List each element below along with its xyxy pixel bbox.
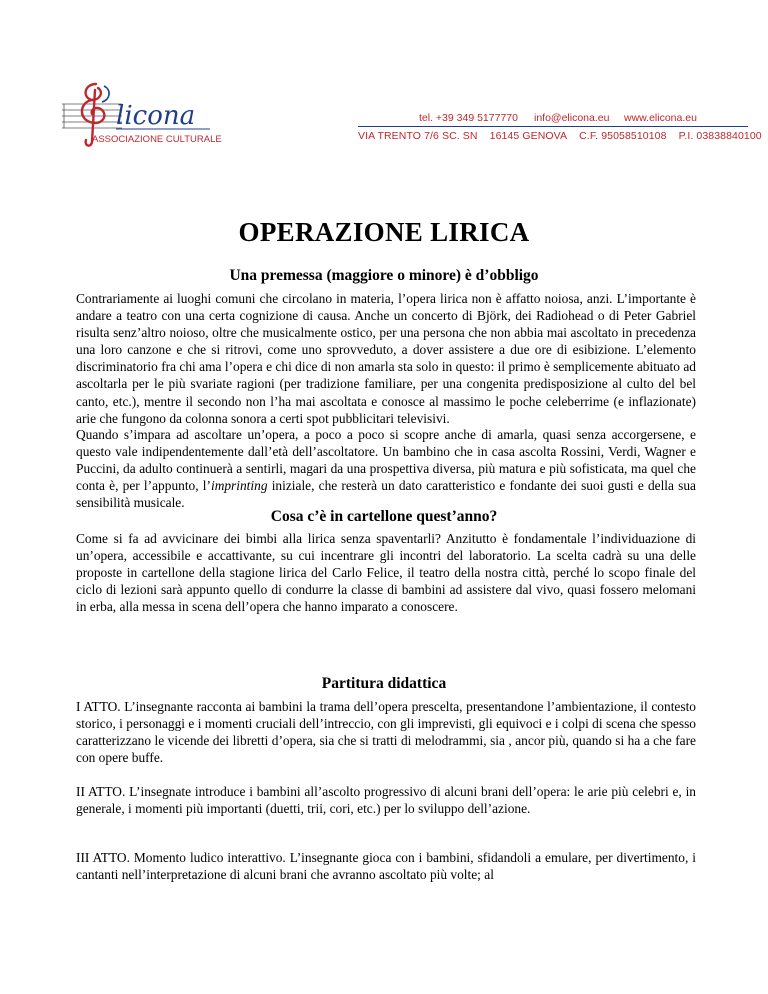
paragraph-premessa-2-start: Quando s’impara ad ascoltare un’opera, a poco a poco si scopre anche di amarla, quasi senza accorgersene, e questo vale indipendentemente dall’età dell’ascoltatore. Un bambino che in casa ascolta Rossini, Verdi, Wagner e Puccini, da adulto continuerà a sentirli, magari da una prospettiva diversa, più matura e più sofisticata, ma quel che conta è, per l’appunto, l’ — [76, 427, 696, 494]
association-label: ASSOCIAZIONE CULTURALE — [92, 134, 222, 145]
logo-wordmark: licona — [116, 101, 196, 131]
paragraph-atto-2: II ATTO. L’insegnate introduce i bambini all’ascolto progressivo di alcuni brani dell’opera: le arie più celebri e, in generale, i momenti più importanti (duetti, trii, cori, etc.) per lo sviluppo dell’azione. — [76, 784, 696, 817]
address-street: VIA TRENTO 7/6 SC. SN — [358, 130, 478, 142]
paragraph-premessa-2-end: iniziale, che resterà un dato caratteristico e fondante dei suoi gusti e della sua sensibilità musicale. — [76, 478, 696, 511]
paragraph-premessa-2 — [76, 426, 696, 511]
heading-cartellone: Cosa c’è in cartellone quest’anno? — [270, 508, 498, 525]
paragraph-cartellone: Come si fa ad avvicinare dei bimbi alla lirica senza spaventarli? Anzitutto è fondamentale l’individuazione di un’opera, accessibile e accattivante, su cui incentrare gli incontri del laboratorio. La scelta cadrà su una delle proposte in cartellone della stagione lirica del Carlo Felice, il teatro della nostra città, perché lo scopo finale del ciclo di lezioni sarà appunto quello di condurre la classe di bambini ad assistere dal vivo, quasi fossero melomani in erba, alla messa in scena dell’opera che hanno imparato a conoscere. — [76, 531, 696, 615]
paragraph-premessa-1: Contrariamente ai luoghi comuni che circolano in materia, l’opera lirica non è affatto noiosa, anzi. L’importante è andare a teatro con una certa cognizione di causa. Anche un concerto di Björk, dei Radiohead o di Peter Gabriel risulta senz’altro noioso, oltre che musicalmente ostico, per una persona che non abbia mai ascoltato in precedenza una loro canzone e che si ritrovi, come uno sprovveduto, a dover assistere a due ore di esibizione. L’elemento discriminatorio fra chi ama l’opera e chi dice di non amarla sta solo in questo: il primo è semplicemente abituato ad ascoltarla per le più svariate ragioni (per tradizione familiare, per una congenita predisposizione al culto del bel canto, etc.), mentre il secondo non l’ha mai ascoltata e conosce al massimo le poche celeberrime (e inflazionate) arie che fungono da colonna sonora a certi spot pubblicitari televisivi. — [76, 291, 696, 426]
address-city: 16145 GENOVA — [489, 130, 568, 142]
imprinting-emphasis: imprinting — [210, 478, 268, 494]
document-title: OPERAZIONE LIRICA — [238, 217, 530, 247]
vat-number: P.I. 03838840100 — [678, 130, 762, 142]
paragraph-atto-1: I ATTO. L’insegnante racconta ai bambini la trama dell’opera prescelta, presentandone l’ambientazione, il contesto storico, i personaggi e i momenti cruciali dell’intreccio, con gli imprevisti, gli equivoci e i colpi di scena che spesso caratterizzano le vicende dei libretti d’opera, sia che si tratti di melodrammi, sia , ancor più, quando si ha a che fare con opere buffe. — [76, 699, 696, 766]
elicona-logo — [62, 80, 252, 150]
heading-partitura: Partitura didattica — [321, 675, 447, 692]
letterhead — [0, 0, 768, 170]
contact-email[interactable]: info@elicona.eu — [534, 112, 610, 124]
contact-website[interactable]: www.elicona.eu — [624, 112, 697, 124]
contact-tel: tel. +39 349 5177770 — [419, 112, 518, 124]
letterhead-divider — [358, 126, 748, 127]
contact-address — [358, 130, 768, 142]
paragraph-atto-3: III ATTO. Momento ludico interattivo. L’insegnante gioca con i bambini, sfidandoli a emulare, per divertimento, i cantanti nell’interpretazione di alcuni brani che avranno ascoltato più volte; al — [76, 850, 696, 883]
heading-premessa: Una premessa (maggiore o minore) è d’obbligo — [229, 267, 539, 284]
tax-code: C.F. 95058510108 — [579, 130, 667, 142]
